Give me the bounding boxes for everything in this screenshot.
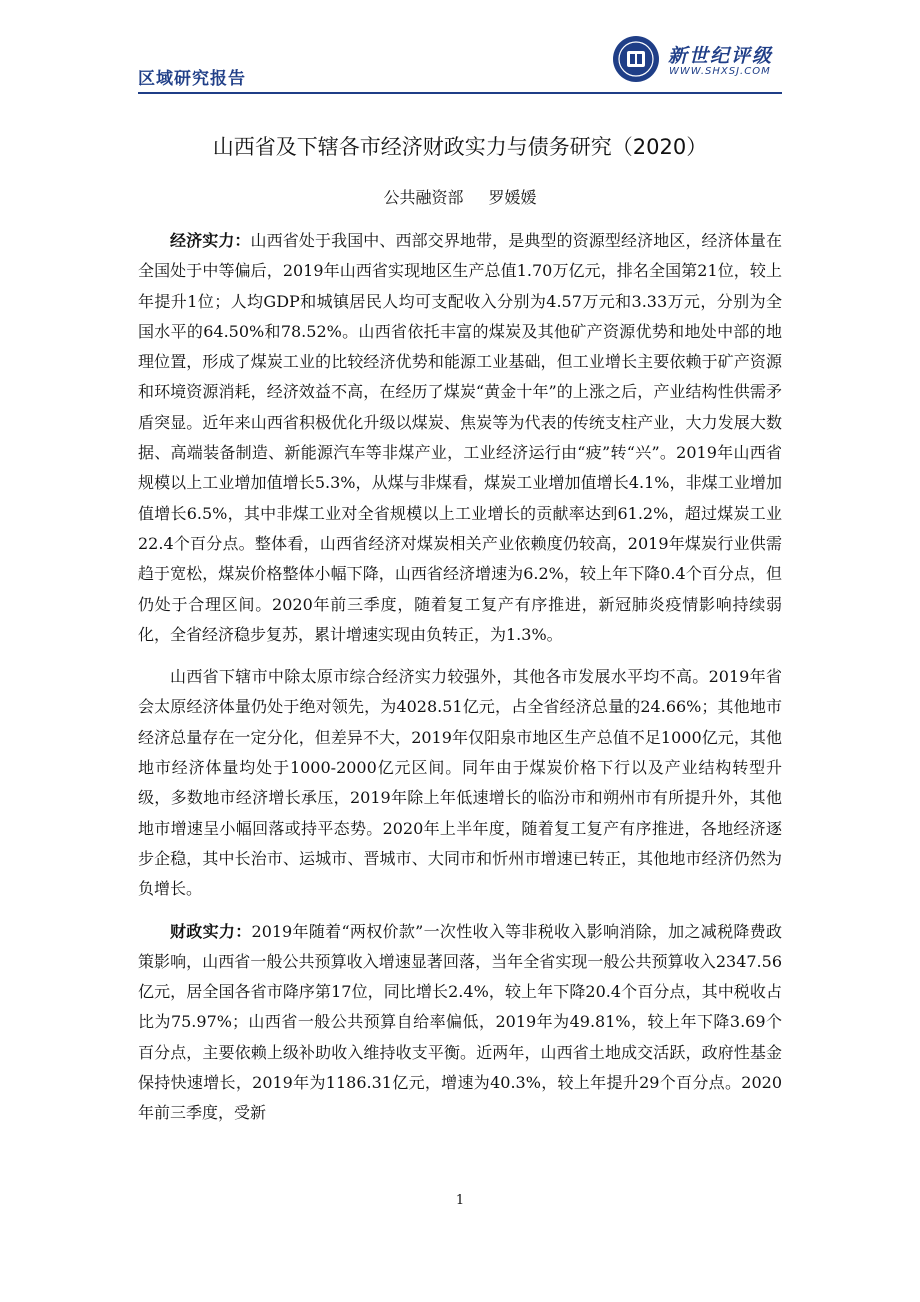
document-title: 山西省及下辖各市经济财政实力与债务研究（2020）	[212, 135, 708, 159]
page-number: 1	[455, 1193, 465, 1208]
paragraph-lead: 财政实力：	[170, 921, 252, 941]
paragraph-text: 山西省下辖市中除太原市综合经济实力较强外，其他各市发展水平均不高。2019年省会太原经济体量仍处于绝对领先，为4028.51亿元，占全省经济总量的24.66%；其他地市经济总量存在一定分化，但差异不大，2019年仅阳泉市地区生产总值不足1000亿元，其他地市经济体量均处于1000-2000亿元区间。同年由于煤炭价格下行以及产业结构转型升级，多数地市经济增长承压，2019年除上年低速增长的临汾市和朔州市有所提升外，其他地市增速呈小幅回落或持平态势。2020年上半年度，随着复工复产有序推进，各地经济逐步企稳，其中长治市、运城市、晋城市、大同市和忻州市增速已转正，其他地市经济仍然为负增长。	[138, 667, 782, 899]
author-line	[138, 185, 782, 208]
brand-url: WWW.SHXSJ.COM	[669, 66, 771, 77]
page-header	[0, 0, 920, 95]
paragraph-economy	[138, 226, 782, 650]
sb-seal-logo-icon	[612, 35, 660, 83]
document-body	[138, 226, 782, 1141]
paragraph-lead: 经济实力：	[170, 231, 251, 250]
report-type-label: 区域研究报告	[138, 69, 246, 89]
paragraph-fiscal	[138, 917, 782, 1129]
brand-name: 新世纪评级	[668, 45, 774, 67]
paragraph-text: 山西省处于我国中、西部交界地带，是典型的资源型经济地区，经济体量在全国处于中等偏后，2019年山西省实现地区生产总值1.70万亿元，排名全国第21位，较上年提升1位；人均GDP和城镇居民人均可支配收入分别为4.57万元和3.33万元，分别为全国水平的64.50%和78.52%。山西省依托丰富的煤炭及其他矿产资源优势和地处中部的地理位置，形成了煤炭工业的比较经济优势和能源工业基础，但工业增长主要依赖于矿产资源和环境资源消耗，经济效益不高，在经历了煤炭“黄金十年”的上涨之后，产业结构性供需矛盾突显。近年来山西省积极优化升级以煤炭、焦炭等为代表的传统支柱产业，大力发展大数据、高端装备制造、新能源汽车等非煤产业，工业经济运行由“疲”转“兴”。2019年山西省规模以上工业增加值增长5.3%，从煤与非煤看，煤炭工业增加值增长4.1%，非煤工业增加值增长6.5%，其中非煤工业对全省规模以上工业增长的贡献率达到61.2%，超过煤炭工业22.4个百分点。整体看，山西省经济对煤炭相关产业依赖度仍较高，2019年煤炭行业供需趋于宽松，煤炭价格整体小幅下降，山西省经济增速为6.2%，较上年下降0.4个百分点，但仍处于合理区间。2020年前三季度，随着复工复产有序推进，新冠肺炎疫情影响持续弱化，全省经济稳步复苏，累计增速实现由负转正，为1.3%。	[138, 231, 782, 644]
header-divider	[138, 92, 782, 94]
paragraph-text: 2019年随着“两权价款”一次性收入等非税收入影响消除，加之减税降费政策影响，山西省一般公共预算收入增速显著回落，当年全省实现一般公共预算收入2347.56亿元，居全国各省市降序第17位，同比增长2.4%，较上年下降20.4个百分点，其中税收占比为75.97%；山西省一般公共预算自给率偏低，2019年为49.81%，较上年下降3.69个百分点，主要依赖上级补助收入维持收支平衡。近两年，山西省土地成交活跃，政府性基金保持快速增长，2019年为1186.31亿元，增速为40.3%，较上年提升29个百分点。2020年前三季度，受新	[138, 921, 782, 1123]
author-department: 公共融资部	[383, 188, 464, 207]
author-name: 罗媛媛	[488, 188, 537, 207]
paragraph-cities	[138, 662, 782, 904]
